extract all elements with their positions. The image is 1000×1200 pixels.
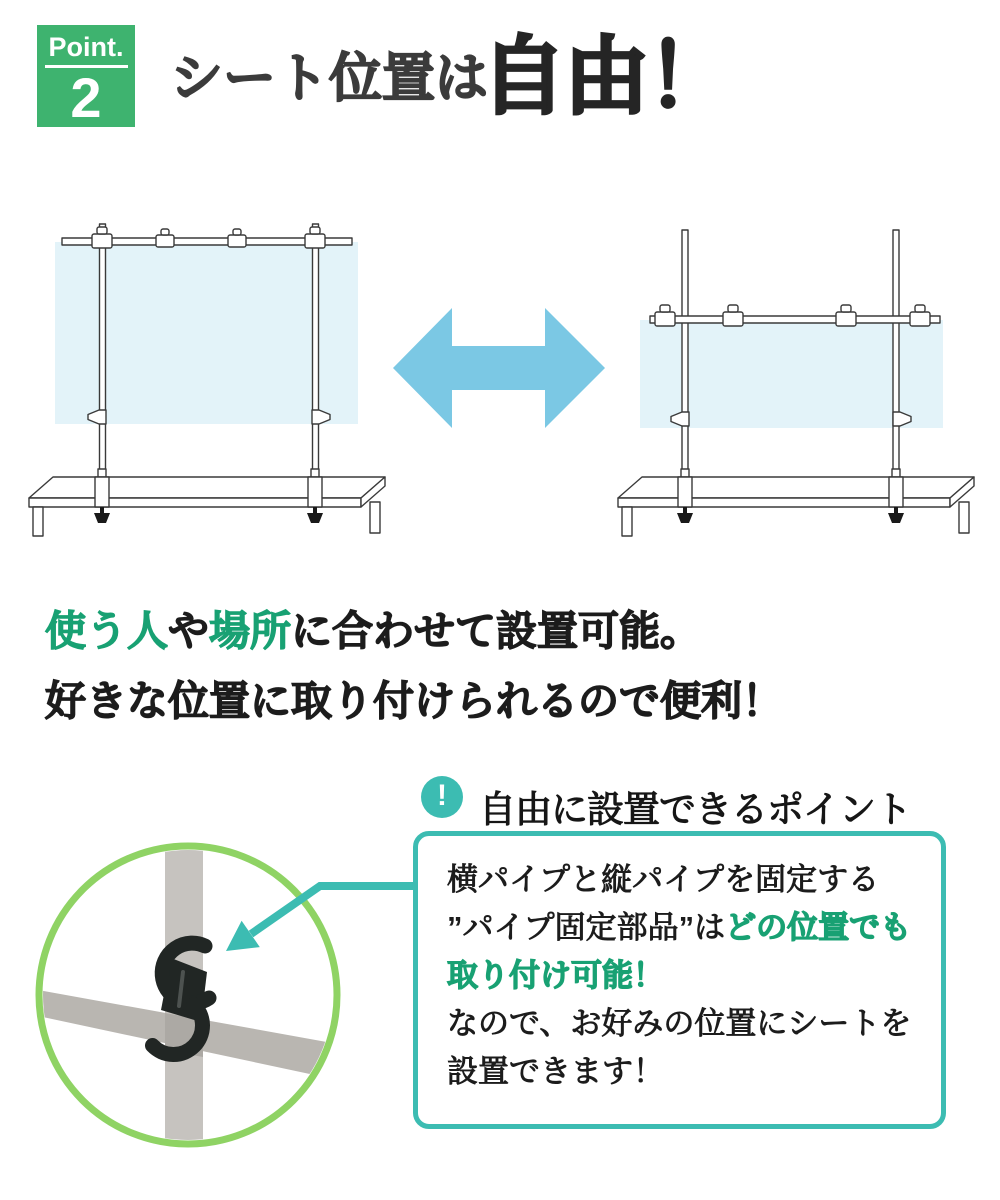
description-text: [45, 596, 783, 736]
bubble-line-3: 取り付け可能！: [447, 958, 664, 993]
bubble-line-5: 設置できます！: [447, 1054, 664, 1089]
exclamation-icon: !: [421, 776, 463, 818]
page-title: シート位置は: [170, 49, 488, 108]
point-badge-number: 2: [70, 66, 102, 129]
pointer-arrow-icon: [180, 855, 420, 965]
diagram-sheet-high: [29, 224, 385, 536]
callout-bubble: [413, 831, 946, 1129]
swap-arrow-icon: [393, 308, 605, 428]
description-line-1: 使う人や場所に合わせて設置可能。: [45, 608, 701, 654]
diagram-sheet-low: [618, 230, 974, 536]
bubble-line-1: 横パイプと縦パイプを固定する: [447, 862, 880, 897]
bubble-line-4: なので、お好みの位置にシートを: [447, 1006, 912, 1041]
point-badge-label: Point.: [45, 34, 128, 68]
sheet-position-diagrams: [0, 180, 1000, 580]
page-title-emphasis: 自由！: [481, 30, 731, 125]
point-badge: [37, 25, 135, 127]
description-line-2: 好きな位置に取り付けられるので便利！: [45, 678, 783, 724]
bubble-line-2: ”パイプ固定部品”はどの位置でも: [447, 910, 912, 945]
point-heading: 自由に設置できるポイント: [479, 789, 911, 830]
